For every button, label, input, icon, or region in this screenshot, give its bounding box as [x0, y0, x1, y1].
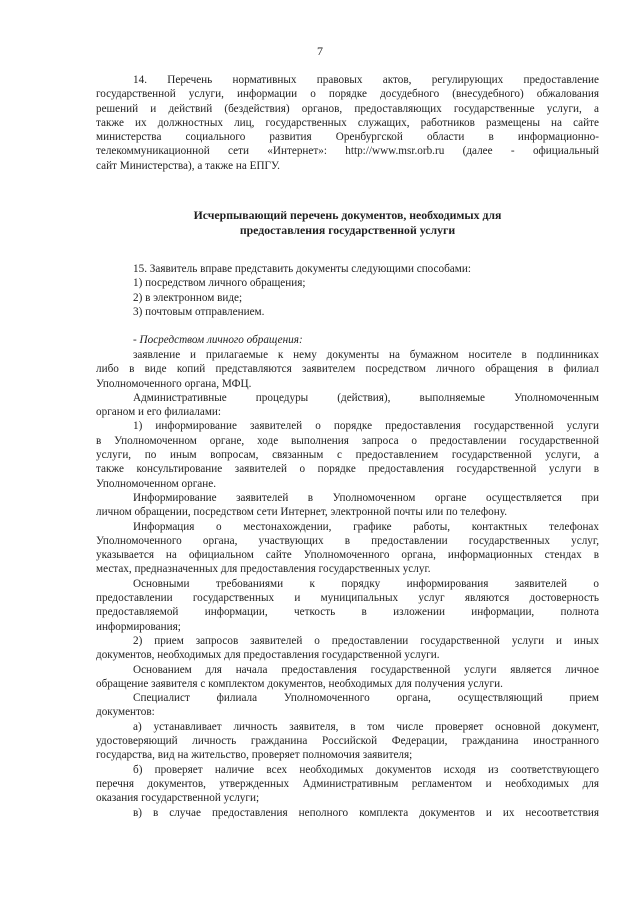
text-line: государственной услуги, информации о порядке досудебного (внесудебного) обжалования — [96, 88, 599, 101]
text-line: Основными требованиями к порядку информирования заявителей о — [133, 577, 599, 590]
heading-line: предоставления государственной услуги — [239, 223, 456, 237]
text-line: 2) в электронном виде; — [133, 291, 243, 304]
paragraph-15 — [96, 262, 599, 319]
section-heading — [96, 208, 599, 238]
text-line: документов: — [96, 706, 155, 719]
text-line: информирования; — [96, 620, 181, 633]
text-line: предоставляемой информации, четкость в изложении информации, полнота — [96, 606, 599, 619]
text-line: личном обращении, посредством сети Интернет, электронной почты или по телефону. — [96, 506, 508, 519]
page-number: 7 — [317, 44, 323, 58]
text-line: документов, необходимых для предоставления государственной услуги. — [96, 649, 440, 662]
body-text — [96, 348, 599, 820]
text-line: указывается на официальном сайте Уполномоченного органа, информационных стендах в — [96, 549, 599, 562]
paragraph-14 — [96, 73, 599, 173]
subheading-text: - Посредством личного обращения: — [133, 334, 303, 346]
text-line: Уполномоченного органа, МФЦ. — [96, 377, 252, 390]
text-line: б) проверяет наличие всех необходимых документов исходя из соответствующего — [133, 763, 599, 776]
text-line: заявление и прилагаемые к нему документы на бумажном носителе в подлинниках — [133, 349, 599, 361]
text-line: 15. Заявитель вправе представить документы следующими способами: — [133, 263, 471, 275]
text-line: а) устанавливает личность заявителя, в том числе проверяет основной документ, — [133, 720, 599, 733]
text-line: 3) почтовым отправлением. — [133, 305, 265, 318]
subheading-personal — [96, 333, 599, 347]
text-line: 2) прием запросов заявителей о предоставлении государственной услуги и иных — [133, 634, 599, 647]
text-line: перечня документов, утвержденных Административным регламентом и необходимых для — [96, 777, 599, 790]
text-line: 14. Перечень нормативных правовых актов, регулирующих предоставление — [133, 74, 599, 86]
text-line: 1) посредством личного обращения; — [133, 277, 306, 290]
text-line: в) в случае предоставления неполного комплекта документов и их несоответствия — [133, 806, 599, 819]
text-line: Информирование заявителей в Уполномоченном органе осуществляется при — [133, 491, 599, 504]
text-line: также их должностных лиц, государственных служащих, работников размещены на сайте — [96, 116, 599, 129]
text-line: 1) информирование заявителей о порядке предоставления государственной услуги — [133, 420, 599, 433]
text-line: Административные процедуры (действия), выполняемые Уполномоченным — [133, 391, 599, 404]
text-line: обращение заявителя с комплектом документов, необходимых для получения услуги. — [96, 677, 503, 690]
text-line: государства, вид на жительство, проверяет полномочия заявителя; — [96, 749, 413, 762]
text-line: в Уполномоченном органе, ходе выполнения запроса о предоставлении государственной — [96, 434, 599, 447]
text-line: сайт Министерства), а также на ЕПГУ. — [96, 159, 280, 172]
text-line: удостоверяющий личность гражданина Российской Федерации, гражданина иностранного — [96, 735, 599, 748]
text-line: либо в виде копий представляются заявителем посредством личного обращения в филиал — [96, 363, 599, 376]
text-line: оказания государственной услуги; — [96, 792, 260, 805]
text-line: Уполномоченного органа, участвующих в предоставлении государственных услуг, — [96, 534, 599, 547]
text-line: Уполномоченном органе. — [96, 477, 217, 490]
text-line: решений и действий (бездействия) органов, предоставляющих государственные услуги, а — [96, 102, 599, 115]
heading-line: Исчерпывающий перечень документов, необходимых для — [193, 208, 502, 222]
text-line: также консультирование заявителей о порядке предоставления государственной услуги в — [96, 463, 599, 476]
text-line: Основанием для начала предоставления государственной услуги является личное — [133, 663, 599, 676]
text-line: телекоммуникационной сети «Интернет»: http://www.msr.orb.ru (далее - официальный — [96, 145, 599, 158]
text-line: Специалист филиала Уполномоченного органа, осуществляющий прием — [133, 692, 599, 705]
text-line: Информация о местонахождении, графике работы, контактных телефонах — [133, 520, 599, 533]
text-line: предоставлении государственных и муниципальных услуг являются достоверность — [96, 592, 599, 605]
text-line: министерства социального развития Оренбургской области в информационно- — [96, 131, 599, 144]
text-line: местах, предназначенных для предоставления государственных услуг. — [96, 563, 431, 576]
text-line: органом и его филиалами: — [96, 406, 222, 419]
text-line: услуги, по иным вопросам, связанным с предоставлением государственной услуги, а — [96, 449, 599, 462]
